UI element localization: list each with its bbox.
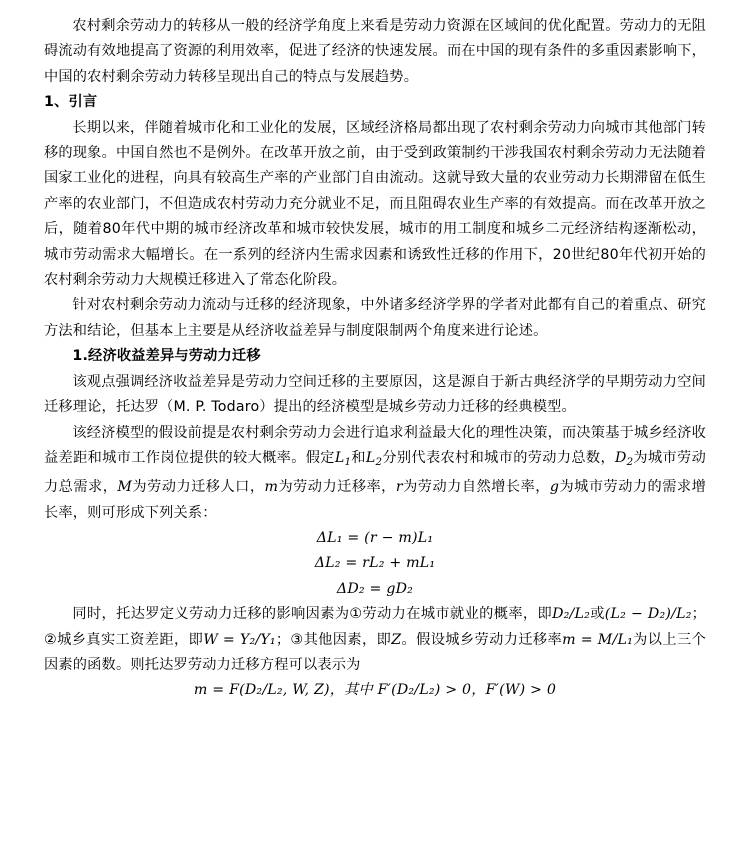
factors-mid4: 。假设城乡劳动力迁移率 bbox=[401, 631, 563, 648]
paragraph-2: 针对农村剩余劳动力流动与迁移的经济现象，中外诸多经济学界的学者对此都有自己的着重点、研究方法和结论，但基本上主要是从经济收益差异与制度限制两个角度来进行论述。 bbox=[44, 297, 706, 339]
symbol-g: g bbox=[549, 479, 560, 496]
symbol-r: r bbox=[395, 479, 403, 496]
symbol-L1: $L_1$ bbox=[334, 449, 352, 468]
formula-4: m = F(D₂/L₂, W, Z)，其中 F′(D₂/L₂) > 0，F′(W) > 0 bbox=[193, 682, 557, 699]
factors-mid3: ；③其他因素，即 bbox=[275, 631, 392, 648]
expression-5: m = M/L₁ bbox=[562, 631, 633, 648]
factors-mid5: 为以上三个因素的函数。则托达罗劳动力迁移方程可以表示为 bbox=[44, 631, 706, 674]
factors-mid2: ；②城乡真实工资差距，即 bbox=[44, 606, 707, 648]
factors-lead: 同时，托达罗定义劳动力迁移的影响因素为①劳动力在城市就业的概率，即 bbox=[72, 606, 553, 623]
paragraph-abstract: 农村剩余劳动力的转移从一般的经济学角度上来看是劳动力资源在区域间的优化配置。劳动力的无阻碍流动有效地提高了资源的利用效率，促进了经济的快速发展。而在中国的现有条件的多重因素影响下，中国的农村剩余劳动力转移呈现出自己的特点与发展趋势。 bbox=[44, 18, 706, 85]
symbol-m: m bbox=[264, 479, 279, 496]
paragraph-3: 该观点强调经济收益差异是劳动力空间迁移的主要原因，这是源自于新古典经济学的早期劳动力空间迁移理论，托达罗（M. P. Todaro）提出的经济模型是城乡劳动力迁移的经典模型。 bbox=[44, 373, 706, 416]
model-mid1: 和 bbox=[351, 449, 366, 466]
model-mid6: 为劳动力自然增长率， bbox=[402, 479, 550, 496]
symbol-M: M bbox=[117, 479, 133, 496]
model-lead: 该经济模型的假设前提是农村剩余劳动力会进行追求利益最大化的理性决策，而决策基于城乡经济收益差距和城市工作岗位提供的较大概率。假定 bbox=[44, 424, 706, 466]
model-mid7: 为城市劳动力的需求增长率，则可形成下列关系： bbox=[44, 479, 706, 521]
paragraph-5-factors bbox=[44, 602, 706, 678]
formula-2: ΔL₂ = rL₂ + mL₁ bbox=[314, 555, 436, 572]
expression-3: W = Y₂/Y₁ bbox=[203, 631, 276, 648]
symbol-D2: $D_2$ bbox=[615, 449, 634, 468]
factors-mid1: 或 bbox=[590, 606, 605, 623]
expression-4: Z bbox=[391, 631, 402, 648]
expression-2: (L₂ − D₂)/L₂ bbox=[604, 606, 692, 623]
subsection-heading-1: 1.经济收益差异与劳动力迁移 bbox=[72, 348, 261, 365]
model-mid3: 为城市劳动力总需求， bbox=[44, 449, 706, 496]
model-mid2: 分别代表农村和城市的劳动力总数， bbox=[382, 449, 615, 466]
paragraph-1: 长期以来，伴随着城市化和工业化的发展，区域经济格局都出现了农村剩余劳动力向城市其他部门转移的现象。中国自然也不是例外。在改革开放之前，由于受到政策制约干涉我国农村剩余劳动力无法随着国家工业化的进程，向具有较高生产率的产业部门自由流动。这就导致大量的农业劳动力长期滞留在低生产率的农业部门，不但造成农村劳动力充分就业不足，而且阻碍农业生产率的有效提高。而在改革开放之后，随着80年代中期的城市经济改革和城市较快发展，城市的用工制度和城乡二元经济结构逐渐松动，城市劳动需求大幅增长。在一系列的经济内生需求因素和诱致性迁移的作用下，20世纪80年代初开始的农村剩余劳动力大规模迁移进入了常态化阶段。 bbox=[44, 119, 706, 289]
formula-1: ΔL₁ = (r − m)L₁ bbox=[316, 529, 434, 546]
model-mid4: 为劳动力迁移人口， bbox=[132, 479, 265, 496]
section-heading-1: 1、引言 bbox=[44, 94, 98, 111]
expression-1: D₂/L₂ bbox=[552, 606, 591, 623]
symbol-L2: $L_2$ bbox=[365, 449, 383, 468]
model-mid5: 为劳动力迁移率， bbox=[278, 479, 396, 496]
formula-3: ΔD₂ = gD₂ bbox=[336, 580, 414, 597]
paragraph-4-model bbox=[44, 421, 706, 526]
